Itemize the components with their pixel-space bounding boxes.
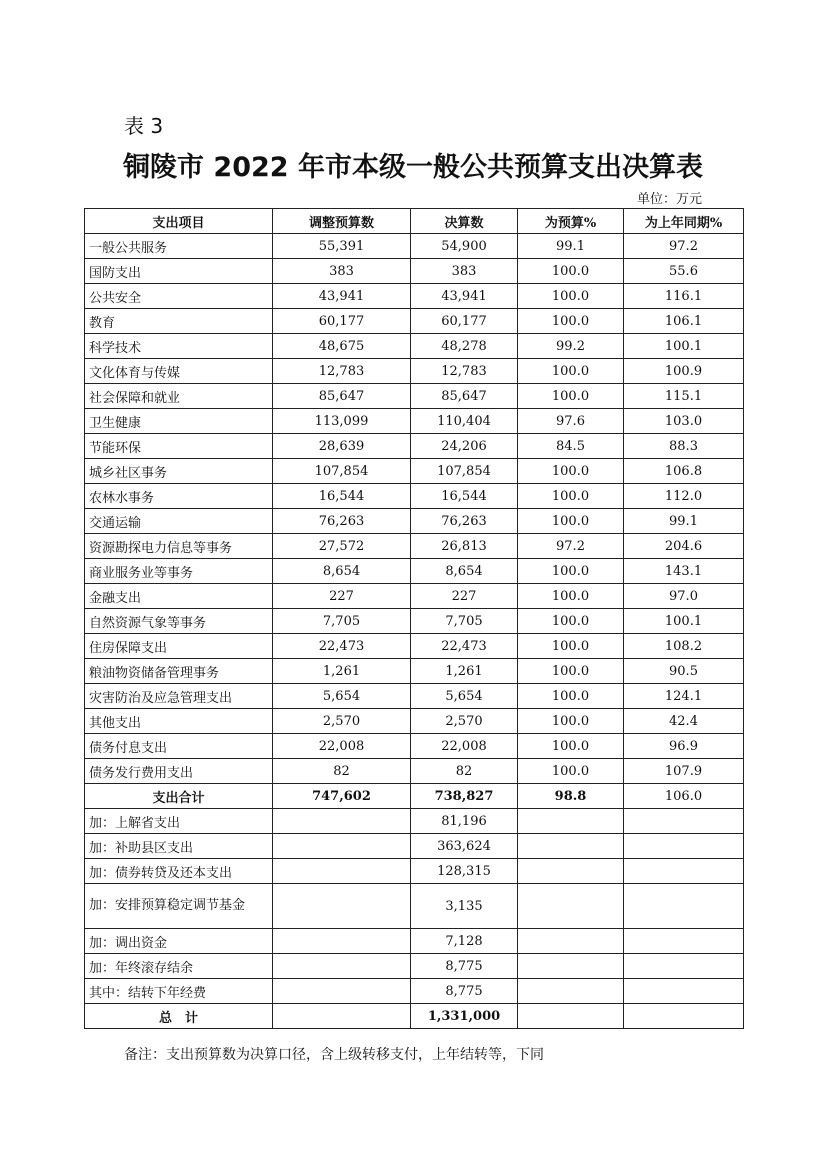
cell-adjusted-budget: 1,261	[273, 659, 411, 684]
cell-pct-last-year: 106.1	[624, 309, 744, 334]
unit-label: 单位：万元	[636, 192, 702, 207]
cell-pct-budget: 100.0	[518, 484, 624, 509]
addition-adjusted-empty	[273, 809, 411, 834]
addition-row	[85, 929, 744, 954]
cell-final: 82	[411, 759, 518, 784]
footnote: 备注：支出预算数为决算口径，含上级转移支付，上年结转等，下同	[124, 1047, 544, 1063]
cell-item-name: 节能环保	[85, 434, 273, 459]
cell-pct-budget: 100.0	[518, 759, 624, 784]
addition-label: 加：安排预算稳定调节基金	[85, 884, 273, 929]
addition-pct-budget-empty	[518, 884, 624, 929]
cell-pct-budget: 100.0	[518, 609, 624, 634]
cell-item-name: 卫生健康	[85, 409, 273, 434]
cell-final: 5,654	[411, 684, 518, 709]
cell-final: 107,854	[411, 459, 518, 484]
cell-item-name: 科学技术	[85, 334, 273, 359]
cell-final: 383	[411, 259, 518, 284]
addition-label: 加：补助县区支出	[85, 834, 273, 859]
cell-pct-budget: 100.0	[518, 709, 624, 734]
table-row	[85, 484, 744, 509]
addition-pct-last-year-empty	[624, 834, 744, 859]
subtotal-pct-budget: 98.8	[518, 784, 624, 809]
cell-final: 16,544	[411, 484, 518, 509]
addition-final: 128,315	[411, 859, 518, 884]
table-row	[85, 434, 744, 459]
table-row	[85, 459, 744, 484]
cell-pct-last-year: 100.1	[624, 609, 744, 634]
addition-label: 加：上解省支出	[85, 809, 273, 834]
addition-pct-last-year-empty	[624, 859, 744, 884]
table-row	[85, 509, 744, 534]
cell-pct-last-year: 124.1	[624, 684, 744, 709]
cell-pct-last-year: 88.3	[624, 434, 744, 459]
cell-adjusted-budget: 82	[273, 759, 411, 784]
cell-pct-budget: 99.2	[518, 334, 624, 359]
cell-adjusted-budget: 48,675	[273, 334, 411, 359]
addition-final: 3,135	[411, 884, 518, 929]
document-title: 铜陵市 2022 年市本级一般公共预算支出决算表	[123, 152, 703, 183]
cell-final: 110,404	[411, 409, 518, 434]
cell-final: 22,008	[411, 734, 518, 759]
cell-item-name: 农林水事务	[85, 484, 273, 509]
cell-pct-budget: 100.0	[518, 359, 624, 384]
addition-adjusted-empty	[273, 884, 411, 929]
cell-final: 8,654	[411, 559, 518, 584]
cell-adjusted-budget: 22,008	[273, 734, 411, 759]
table-row	[85, 409, 744, 434]
cell-pct-last-year: 204.6	[624, 534, 744, 559]
addition-label: 加：债券转贷及还本支出	[85, 859, 273, 884]
cell-item-name: 社会保障和就业	[85, 384, 273, 409]
grand-total-row	[85, 1004, 744, 1029]
cell-adjusted-budget: 107,854	[273, 459, 411, 484]
table-row	[85, 734, 744, 759]
cell-pct-last-year: 42.4	[624, 709, 744, 734]
cell-final: 60,177	[411, 309, 518, 334]
addition-adjusted-empty	[273, 834, 411, 859]
addition-final: 7,128	[411, 929, 518, 954]
cell-pct-budget: 100.0	[518, 284, 624, 309]
addition-row	[85, 859, 744, 884]
table-row	[85, 684, 744, 709]
addition-row	[85, 954, 744, 979]
cell-pct-last-year: 100.9	[624, 359, 744, 384]
addition-final: 8,775	[411, 979, 518, 1004]
cell-final: 12,783	[411, 359, 518, 384]
col-header-item: 支出项目	[85, 209, 273, 234]
table-row	[85, 284, 744, 309]
addition-label: 其中：结转下年经费	[85, 979, 273, 1004]
cell-final: 22,473	[411, 634, 518, 659]
cell-pct-last-year: 55.6	[624, 259, 744, 284]
cell-final: 54,900	[411, 234, 518, 259]
addition-pct-last-year-empty	[624, 809, 744, 834]
cell-item-name: 债务发行费用支出	[85, 759, 273, 784]
addition-row	[85, 979, 744, 1004]
table-row	[85, 359, 744, 384]
cell-final: 26,813	[411, 534, 518, 559]
addition-adjusted-empty	[273, 859, 411, 884]
cell-adjusted-budget: 2,570	[273, 709, 411, 734]
cell-pct-last-year: 97.2	[624, 234, 744, 259]
cell-pct-budget: 100.0	[518, 659, 624, 684]
addition-pct-budget-empty	[518, 929, 624, 954]
cell-final: 43,941	[411, 284, 518, 309]
cell-item-name: 金融支出	[85, 584, 273, 609]
cell-item-name: 其他支出	[85, 709, 273, 734]
addition-pct-last-year-empty	[624, 979, 744, 1004]
cell-pct-budget: 100.0	[518, 584, 624, 609]
table-row	[85, 709, 744, 734]
grand-total-label: 总 计	[85, 1004, 273, 1029]
col-header-pct-budget: 为预算%	[518, 209, 624, 234]
cell-pct-budget: 100.0	[518, 559, 624, 584]
subtotal-pct-last-year: 106.0	[624, 784, 744, 809]
table-row	[85, 584, 744, 609]
addition-pct-budget-empty	[518, 809, 624, 834]
cell-adjusted-budget: 113,099	[273, 409, 411, 434]
table-row	[85, 259, 744, 284]
col-header-final: 决算数	[411, 209, 518, 234]
addition-row	[85, 834, 744, 859]
cell-pct-budget: 100.0	[518, 384, 624, 409]
cell-item-name: 自然资源气象等事务	[85, 609, 273, 634]
cell-final: 1,261	[411, 659, 518, 684]
cell-final: 24,206	[411, 434, 518, 459]
cell-adjusted-budget: 85,647	[273, 384, 411, 409]
cell-final: 48,278	[411, 334, 518, 359]
cell-item-name: 国防支出	[85, 259, 273, 284]
cell-adjusted-budget: 27,572	[273, 534, 411, 559]
cell-item-name: 文化体育与传媒	[85, 359, 273, 384]
cell-pct-budget: 99.1	[518, 234, 624, 259]
cell-pct-last-year: 112.0	[624, 484, 744, 509]
cell-adjusted-budget: 5,654	[273, 684, 411, 709]
grand-total-final: 1,331,000	[411, 1004, 518, 1029]
cell-pct-last-year: 106.8	[624, 459, 744, 484]
addition-label: 加：年终滚存结余	[85, 954, 273, 979]
cell-pct-budget: 100.0	[518, 684, 624, 709]
table-row	[85, 234, 744, 259]
cell-pct-budget: 100.0	[518, 634, 624, 659]
cell-item-name: 资源勘探电力信息等事务	[85, 534, 273, 559]
cell-final: 2,570	[411, 709, 518, 734]
cell-pct-last-year: 116.1	[624, 284, 744, 309]
cell-adjusted-budget: 7,705	[273, 609, 411, 634]
cell-final: 85,647	[411, 384, 518, 409]
cell-adjusted-budget: 76,263	[273, 509, 411, 534]
cell-item-name: 住房保障支出	[85, 634, 273, 659]
cell-pct-budget: 100.0	[518, 734, 624, 759]
cell-adjusted-budget: 22,473	[273, 634, 411, 659]
addition-pct-budget-empty	[518, 954, 624, 979]
cell-final: 7,705	[411, 609, 518, 634]
addition-pct-budget-empty	[518, 979, 624, 1004]
cell-pct-budget: 97.2	[518, 534, 624, 559]
cell-pct-last-year: 100.1	[624, 334, 744, 359]
table-row	[85, 384, 744, 409]
cell-pct-budget: 100.0	[518, 259, 624, 284]
grand-total-pct-budget-empty	[518, 1004, 624, 1029]
table-number: 表 3	[124, 114, 164, 138]
cell-item-name: 城乡社区事务	[85, 459, 273, 484]
addition-final: 8,775	[411, 954, 518, 979]
cell-adjusted-budget: 8,654	[273, 559, 411, 584]
cell-adjusted-budget: 43,941	[273, 284, 411, 309]
subtotal-final: 738,827	[411, 784, 518, 809]
cell-pct-budget: 100.0	[518, 309, 624, 334]
addition-pct-last-year-empty	[624, 954, 744, 979]
addition-adjusted-empty	[273, 929, 411, 954]
table-row	[85, 609, 744, 634]
cell-adjusted-budget: 383	[273, 259, 411, 284]
cell-pct-last-year: 99.1	[624, 509, 744, 534]
addition-pct-budget-empty	[518, 859, 624, 884]
expenditure-table	[84, 208, 744, 1029]
cell-adjusted-budget: 227	[273, 584, 411, 609]
table-row	[85, 534, 744, 559]
cell-item-name: 公共安全	[85, 284, 273, 309]
cell-adjusted-budget: 28,639	[273, 434, 411, 459]
table-row	[85, 659, 744, 684]
table-row	[85, 334, 744, 359]
addition-final: 81,196	[411, 809, 518, 834]
cell-item-name: 商业服务业等事务	[85, 559, 273, 584]
addition-label: 加：调出资金	[85, 929, 273, 954]
cell-item-name: 交通运输	[85, 509, 273, 534]
cell-item-name: 债务付息支出	[85, 734, 273, 759]
cell-adjusted-budget: 12,783	[273, 359, 411, 384]
cell-pct-budget: 97.6	[518, 409, 624, 434]
cell-pct-budget: 84.5	[518, 434, 624, 459]
cell-adjusted-budget: 16,544	[273, 484, 411, 509]
cell-pct-last-year: 90.5	[624, 659, 744, 684]
cell-adjusted-budget: 60,177	[273, 309, 411, 334]
cell-item-name: 粮油物资储备管理事务	[85, 659, 273, 684]
addition-pct-budget-empty	[518, 834, 624, 859]
cell-pct-last-year: 108.2	[624, 634, 744, 659]
col-header-pct-last-year: 为上年同期%	[624, 209, 744, 234]
cell-pct-last-year: 107.9	[624, 759, 744, 784]
addition-adjusted-empty	[273, 954, 411, 979]
cell-item-name: 灾害防治及应急管理支出	[85, 684, 273, 709]
table-header-row	[85, 209, 744, 234]
col-header-adjusted-budget: 调整预算数	[273, 209, 411, 234]
addition-row	[85, 809, 744, 834]
cell-pct-last-year: 143.1	[624, 559, 744, 584]
addition-pct-last-year-empty	[624, 929, 744, 954]
cell-adjusted-budget: 55,391	[273, 234, 411, 259]
cell-item-name: 一般公共服务	[85, 234, 273, 259]
cell-final: 227	[411, 584, 518, 609]
table-row	[85, 309, 744, 334]
cell-pct-last-year: 103.0	[624, 409, 744, 434]
subtotal-adjusted-budget: 747,602	[273, 784, 411, 809]
subtotal-row	[85, 784, 744, 809]
subtotal-label: 支出合计	[85, 784, 273, 809]
cell-item-name: 教育	[85, 309, 273, 334]
cell-pct-last-year: 97.0	[624, 584, 744, 609]
grand-total-adjusted-empty	[273, 1004, 411, 1029]
cell-pct-budget: 100.0	[518, 459, 624, 484]
table-body	[85, 234, 744, 1029]
cell-pct-last-year: 96.9	[624, 734, 744, 759]
table-row	[85, 759, 744, 784]
cell-final: 76,263	[411, 509, 518, 534]
grand-total-pct-last-year-empty	[624, 1004, 744, 1029]
addition-final: 363,624	[411, 834, 518, 859]
addition-row	[85, 884, 744, 929]
addition-pct-last-year-empty	[624, 884, 744, 929]
table-row	[85, 559, 744, 584]
cell-pct-budget: 100.0	[518, 509, 624, 534]
cell-pct-last-year: 115.1	[624, 384, 744, 409]
table-row	[85, 634, 744, 659]
addition-adjusted-empty	[273, 979, 411, 1004]
